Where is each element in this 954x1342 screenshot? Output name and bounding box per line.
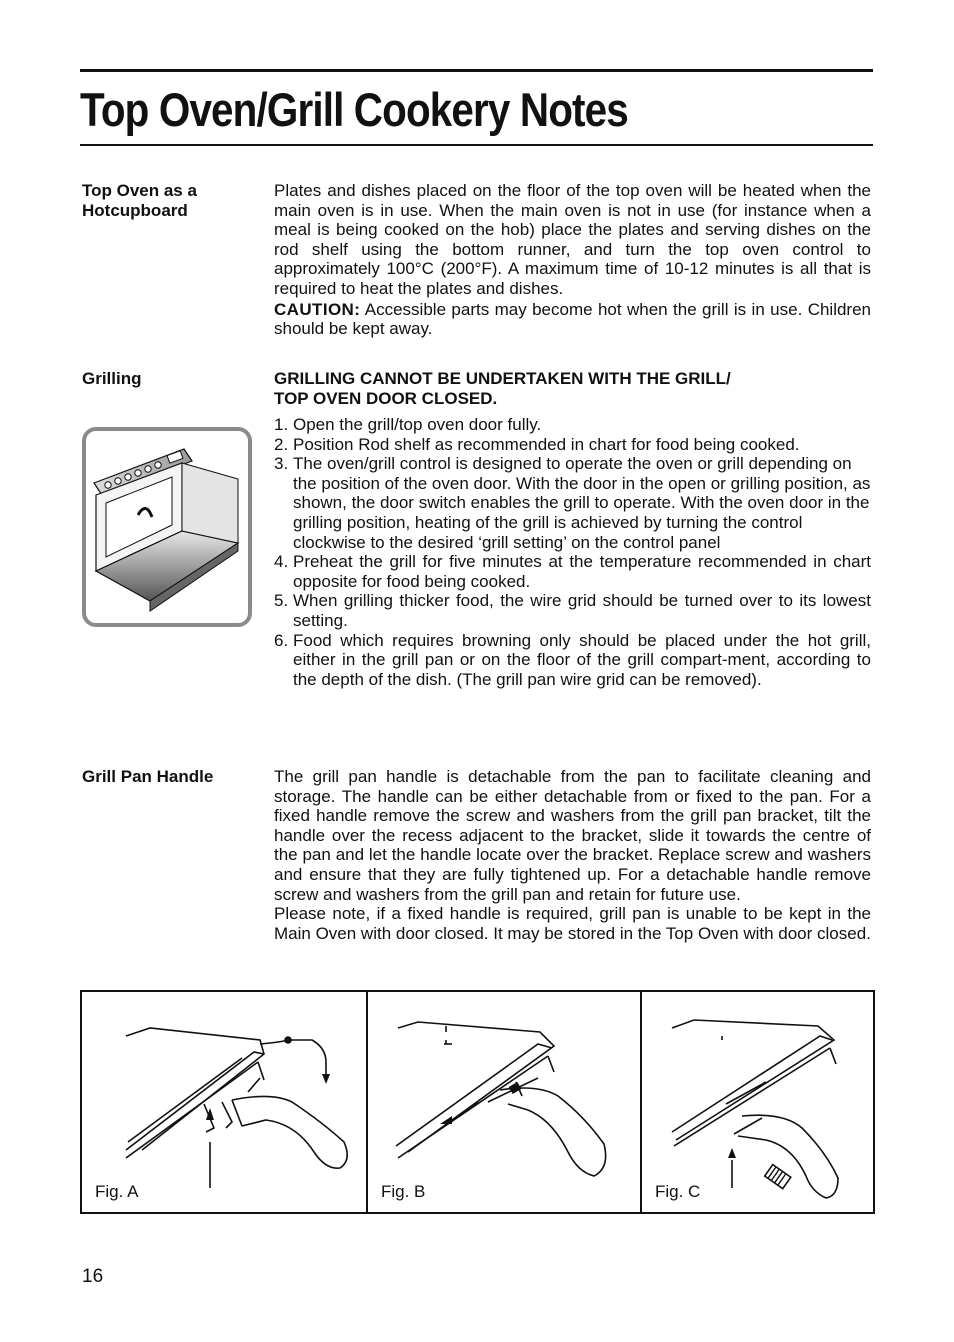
caution-text: Accessible parts may become hot when the grill is in use. Children should be kept away.: [274, 299, 871, 339]
oven-drawing-icon: [86, 431, 248, 623]
page-title: Top Oven/Grill Cookery Notes: [80, 83, 628, 136]
grilling-label: Grilling: [82, 369, 142, 388]
grill-oven-illustration: [82, 427, 252, 627]
caution-paragraph: [274, 300, 871, 339]
handle-text-1: The grill pan handle is detachable from the pan to facilitate cleaning and storage. The handle can be either detachable from or fixed to the pan. For a fixed handle remove the screw and washers from the grill pan bracket, tilt the handle over the recess adjacent to the bracket, slide it towards the centre of the pan and let the handle locate over the bracket. Replace screw and washers and ensure that they are fully tightened up. For a detachable handle remove screw and washers from the grill pan and retain for future use.: [274, 767, 871, 904]
list-item: 5. When grilling thicker food, the wire grid should be turned over to its lowest setting.: [274, 591, 871, 630]
grilling-warning-line2: TOP OVEN DOOR CLOSED.: [274, 388, 498, 408]
grill-pan-fig-c-icon: [642, 992, 873, 1212]
grilling-heading: [274, 369, 871, 408]
caution-label: CAUTION:: [274, 299, 361, 319]
top-rule: [80, 69, 873, 72]
grill-pan-fig-b-icon: [368, 992, 640, 1212]
page-number: 16: [82, 1266, 104, 1287]
title-underline: [80, 144, 873, 146]
list-item: 1. Open the grill/top oven door fully.: [274, 415, 542, 434]
handle-text-2: Please note, if a fixed handle is required, grill pan is unable to be kept in the Main Oven with door closed. It may be stored in the Top Oven with door closed.: [274, 904, 871, 943]
list-item: 4. Preheat the grill for five minutes at the temperature recommended in chart opposite for food being cooked.: [274, 552, 871, 591]
list-item: 2. Position Rod shelf as recommended in chart for food being cooked.: [274, 434, 800, 454]
grilling-steps-container: [274, 415, 871, 689]
list-item: 3. The oven/grill control is designed to operate the oven or grill depending on the position of the oven door. With the door in the open or grilling position, as shown, the door switch enables the grill to operate. With the oven door in the grilling position, heating of the grill is achieved by turning the control clockwise to the desired ‘grill setting’ on the control panel: [274, 454, 871, 552]
hotcupboard-label: Top Oven as a Hotcupboard: [82, 181, 197, 220]
figure-c: [640, 992, 873, 1212]
figure-b: [366, 992, 640, 1212]
hotcupboard-section: [274, 181, 871, 339]
fig-a-label: Fig. A: [95, 1182, 139, 1201]
grill-pan-handle-label: Grill Pan Handle: [82, 767, 214, 786]
figures-panel: [80, 990, 875, 1214]
fig-b-label: Fig. B: [381, 1182, 426, 1201]
figure-a: [82, 992, 366, 1212]
grilling-steps: [274, 415, 871, 689]
grill-pan-fig-a-icon: [82, 992, 366, 1212]
list-item: 6. Food which requires browning only should be placed under the hot grill, either in the grill pan or on the floor of the grill compart-ment, according to the depth of the dish. (The grill pan wire grid can be removed).: [274, 630, 871, 689]
fig-c-label: Fig. C: [655, 1182, 701, 1201]
hotcupboard-text: Plates and dishes placed on the floor of the top oven will be heated when the main oven is in use. When the main oven is not in use (for instance when a meal is being cooked on the hob) place the plates and serving dishes on the rod shelf using the bottom runner, and turn the top oven control to approximately 100°C (200°F). A maximum time of 10-12 minutes is all that is required to heat the plates and dishes.: [274, 181, 871, 298]
grilling-warning-line1: GRILLING CANNOT BE UNDERTAKEN WITH THE GRILL/: [274, 369, 731, 388]
grill-pan-handle-section: [274, 767, 871, 943]
